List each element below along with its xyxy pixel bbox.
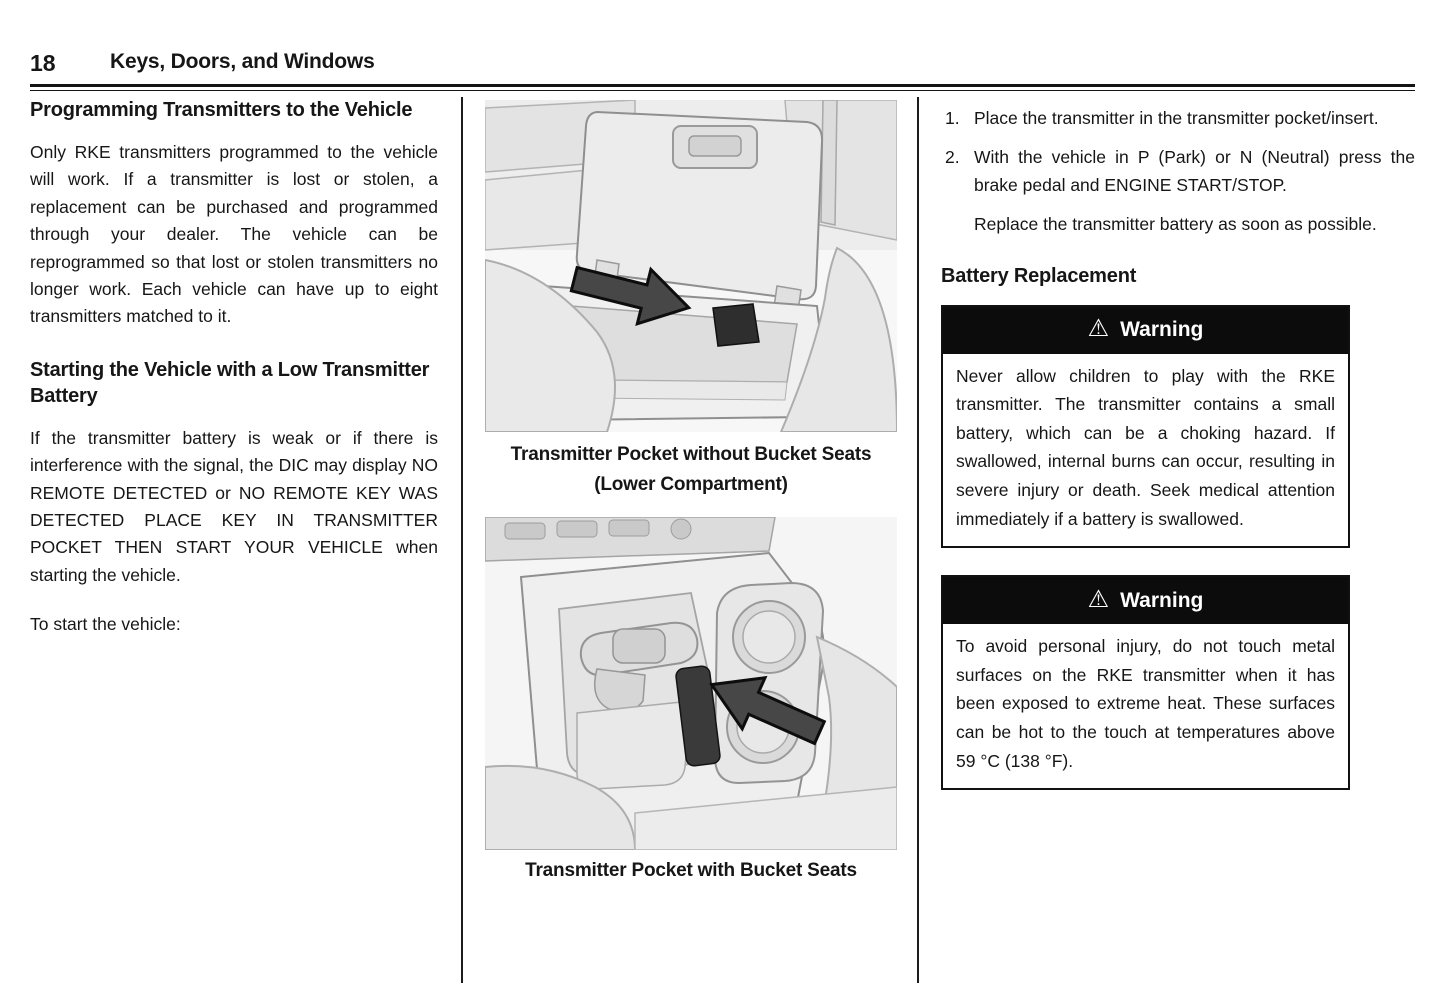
seatbelt-strap — [821, 100, 837, 225]
to-start-vehicle-line: To start the vehicle: — [30, 614, 181, 635]
warning-header — [943, 307, 1348, 354]
step-2-text: With the vehicle in P (Park) or N (Neutral) press the brake pedal and ENGINE START/STOP. — [974, 147, 1415, 195]
column-divider-right — [917, 97, 919, 983]
header-rule-thin — [30, 90, 1415, 91]
page-number: 18 — [30, 50, 56, 76]
figure-transmitter-pocket-without-bucket-seats — [485, 100, 897, 432]
left-column — [30, 97, 438, 639]
warning-header — [943, 577, 1348, 624]
warning-triangle-icon: ⚠ — [1087, 585, 1110, 613]
column-divider-left — [461, 97, 463, 983]
chapter-title: Keys, Doors, and Windows — [110, 50, 375, 73]
warning-title: Warning — [1120, 588, 1204, 612]
right-column — [941, 97, 1415, 790]
console-lower-compartment-illustration — [485, 100, 897, 432]
programming-transmitters-paragraph: Only RKE transmitters programmed to the vehicle will work. If a transmitter is lost or stolen, a replacement can be purchased and programmed through your dealer. The vehicle can be reprogrammed so that lost or stolen transmitters no longer work. Each vehicle can have up to eight transmitters matched to it. — [30, 142, 438, 327]
warning-body: Never allow children to play with the RKE transmitter. The transmitter contains a small battery, which can be a choking hazard. If swallowed, internal burns can occur, resulting in severe injury or death. Seek medical attention immediately if a battery is swallowed. — [956, 365, 1335, 529]
transmitter-pocket — [713, 304, 759, 346]
warning-body: To avoid personal injury, do not touch metal surfaces on the RKE transmitter when it has been exposed to extreme heat. These surfaces can be hot to the touch at temperatures above 59 °C (138 °F). — [956, 636, 1335, 771]
section-heading-low-battery-start: Starting the Vehicle with a Low Transmitter Battery — [30, 358, 430, 407]
low-battery-paragraph: If the transmitter battery is weak or if there is interference with the signal, the DIC may display NO REMOTE DETECTED or NO REMOTE KEY WAS DETECTED PLACE KEY IN TRANSMITTER POCKET THEN START YOUR VEHICLE when starting the vehicle. — [30, 427, 438, 585]
figure2-caption — [467, 856, 915, 886]
step-2-continuation: Replace the transmitter battery as soon as possible. — [974, 214, 1377, 235]
step-1-text: Place the transmitter in the transmitter pocket/insert. — [974, 108, 1379, 128]
warning-box-hot-surfaces — [941, 575, 1350, 790]
section-heading-programming-transmitters: Programming Transmitters to the Vehicle — [30, 99, 413, 121]
warning-triangle-icon: ⚠ — [1087, 315, 1110, 343]
header-rule-thick — [30, 84, 1415, 87]
console-bucket-seats-illustration — [485, 517, 897, 850]
step-2 — [945, 144, 1415, 199]
step-2-number: 2. — [945, 147, 960, 168]
warning-title: Warning — [1120, 318, 1204, 342]
figure-transmitter-pocket-with-bucket-seats — [485, 517, 897, 850]
step-1-number: 1. — [945, 108, 960, 128]
figure1-caption-line2: (Lower Compartment) — [594, 474, 788, 495]
figure1-caption — [467, 440, 915, 500]
step-1 — [945, 105, 1415, 132]
figure2-caption-line1: Transmitter Pocket with Bucket Seats — [525, 860, 857, 881]
figure1-caption-line1: Transmitter Pocket without Bucket Seats — [510, 444, 872, 465]
section-heading-battery-replacement: Battery Replacement — [941, 264, 1137, 287]
warning-box-choking-hazard — [941, 305, 1350, 549]
